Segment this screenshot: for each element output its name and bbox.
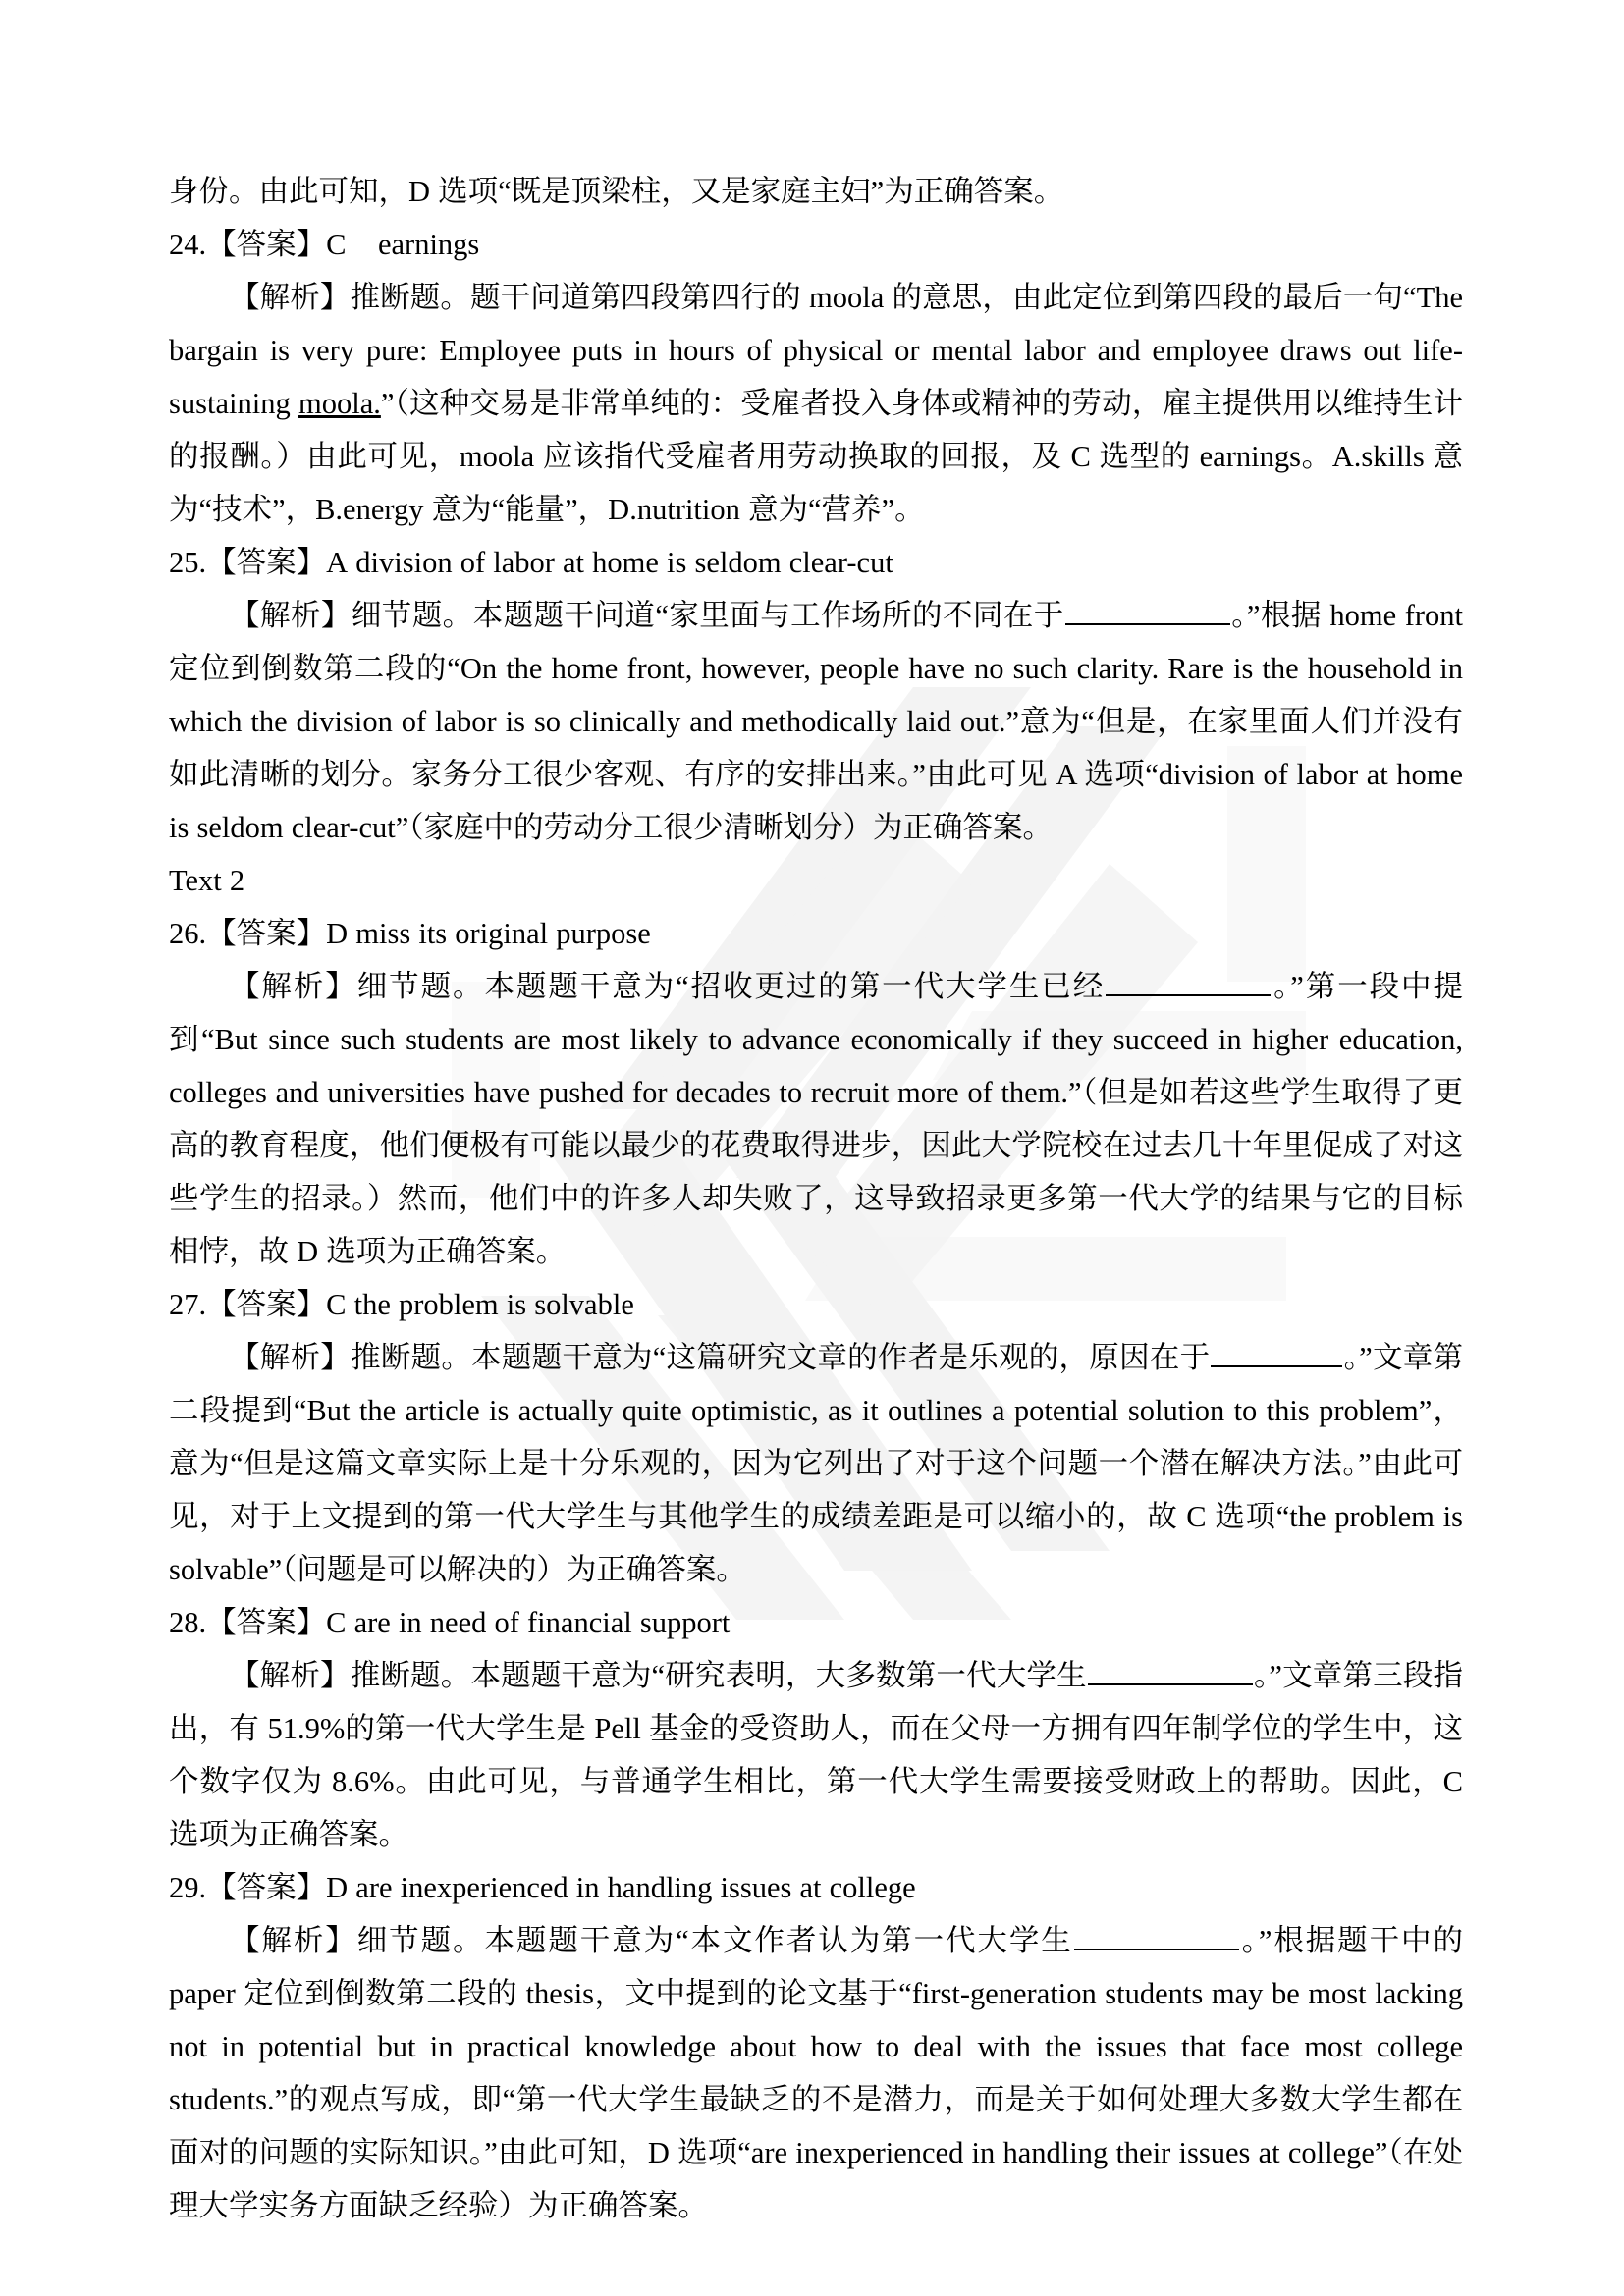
answer-line-26 [169,907,1463,960]
analysis-text-28-part1: 推断题。本题题干意为“研究表明，大多数第一代大学生 [350,1659,1087,1692]
underlined-term-moola: moola. [298,387,381,420]
answer-text-26: miss its original purpose [355,917,651,950]
answer-letter-25: A [326,546,349,579]
analysis-text-24-part1: 推断题。题干问道第四段第四行的 moola 的意思，由此定位到第四段的最后一句“The bargain is very pure: Employee puts in hours of physical or mental labor and employee draws out life-sustaining [169,281,1463,420]
analysis-text-25-part2: 。”根据 home front 定位到倒数第二段的“On the home front, however, people have no such clarity. Rare is the household in which the division of labor is so clinically and methodically laid out.”意为“但是，在家里面人们并没有如此清晰的划分。家务分工很少客观、有序的安排出来。”由此可见 A 选项“division of labor at home is seldom clear-cut”（家庭中的劳动分工很少清晰划分）为正确答案。 [169,599,1463,844]
answer-label-27: 【答案】 [206,1288,327,1321]
answer-letter-27: C [326,1288,347,1321]
answer-label-24: 【答案】 [206,228,327,261]
answer-text-29: are inexperienced in handling issues at college [355,1871,916,1904]
answer-text-25: division of labor at home is seldom clear-cut [355,546,893,579]
analysis-text-29-part1: 细节题。本题题干意为“本文作者认为第一代大学生 [356,1924,1073,1957]
analysis-text-29-part2: 。”根据题干中的 paper 定位到倒数第二段的 thesis，文中提到的论文基于“first-generation students may be most lacking not in potential but in practical knowledge about how to deal with the issues that face most college students.”的观点写成，即“第一代大学生最缺乏的不是潜力，而是关于如何处理大多数大学生都在面对的问题的实际知识。”由此可知，D 选项“are inexperienced in handling their issues at college”（在处理大学实务方面缺乏经验）为正确答案。 [169,1924,1463,2222]
question-number-29: 29. [169,1871,207,1904]
question-number-27: 27. [169,1288,207,1321]
analysis-text-27-part2: 。”文章第二段提到“But the article is actually quite optimistic, as it outlines a potential solution to this problem”，意为“但是这篇文章实际上是十分乐观的，因为它列出了对于这个问题一个潜在解决方法。”由此可见，对于上文提到的第一代大学生与其他学生的成绩差距是可以缩小的，故 C 选项“the problem is solvable”（问题是可以解决的）为正确答案。 [169,1341,1463,1586]
carryover-text: 身份。由此可知，D 选项“既是顶梁柱，又是家庭主妇”为正确答案。 [169,175,1064,208]
analysis-26 [169,960,1463,1278]
analysis-label-27: 【解析】 [230,1341,352,1374]
section-heading-text2 [169,854,1463,907]
analysis-text-26-part2: 。”第一段中提到“But since such students are most likely to advance economically if they succeed in higher education, colleges and universities have pushed for decades to recruit more of them.”（但是如若这些学生取得了更高的教育程度，他们便极有可能以最少的花费取得进步，因此大学院校在过去几十年里促成了对这些学生的招录。）然而，他们中的许多人却失败了，这导致招录更多第一代大学的结果与它的目标相悖，故 D 选项为正确答案。 [169,970,1463,1268]
answer-label-29: 【答案】 [206,1871,327,1904]
analysis-24 [169,271,1463,536]
analysis-label-28: 【解析】 [230,1659,351,1692]
analysis-29 [169,1914,1463,2232]
answer-text-27: the problem is solvable [353,1288,634,1321]
analysis-25 [169,589,1463,854]
analysis-label-29: 【解析】 [230,1924,357,1957]
analysis-text-24-part2: ”（这种交易是非常单纯的：受雇者投入身体或精神的劳动，雇主提供用以维持生计的报酬。）由此可见，moola 应该指代受雇者用劳动换取的回报，及 C 选型的 earnings。A.skills 意为“技术”，B.energy 意为“能量”，D.nutrition 意为“营养”。 [169,387,1463,526]
question-number-25: 25. [169,546,207,579]
question-number-28: 28. [169,1606,207,1639]
answer-line-28 [169,1596,1463,1649]
answer-blank-27 [1211,1338,1342,1367]
answer-line-29 [169,1861,1463,1914]
answer-blank-29 [1074,1921,1239,1950]
analysis-28 [169,1649,1463,1861]
answer-label-25: 【答案】 [206,546,327,579]
answer-letter-24: C [326,228,347,261]
answer-blank-25 [1065,596,1230,625]
answer-letter-26: D [326,917,349,950]
document-body [169,165,1463,2232]
analysis-text-27-part1: 推断题。本题题干意为“这篇研究文章的作者是乐观的，原因在于 [351,1341,1211,1374]
answer-line-25 [169,536,1463,589]
answer-line-24 [169,218,1463,271]
answer-text-28: are in need of financial support [353,1606,731,1639]
analysis-27 [169,1331,1463,1596]
analysis-label-25: 【解析】 [230,599,352,632]
answer-line-27 [169,1278,1463,1331]
question-number-26: 26. [169,917,207,950]
analysis-label-26: 【解析】 [230,970,357,1003]
answer-blank-28 [1088,1656,1253,1685]
analysis-label-24: 【解析】 [230,281,351,314]
question-number-24: 24. [169,228,207,261]
analysis-text-26-part1: 细节题。本题题干意为“招收更过的第一代大学生已经 [356,970,1106,1003]
answer-letter-29: D [326,1871,349,1904]
answer-blank-26 [1106,967,1271,996]
answer-label-28: 【答案】 [206,1606,327,1639]
carryover-line [169,165,1463,218]
answer-letter-28: C [326,1606,347,1639]
analysis-text-25-part1: 细节题。本题题干问道“家里面与工作场所的不同在于 [351,599,1064,632]
analysis-text-28-part2: 。”文章第三段指出，有 51.9%的第一代大学生是 Pell 基金的受资助人，而在父母一方拥有四年制学位的学生中，这个数字仅为 8.6%。由此可见，与普通学生相比，第一代大学生需要接受财政上的帮助。因此，C 选项为正确答案。 [169,1659,1464,1851]
answer-text-24: earnings [377,228,480,261]
section-heading-label: Text 2 [169,864,245,897]
answer-label-26: 【答案】 [206,917,327,950]
